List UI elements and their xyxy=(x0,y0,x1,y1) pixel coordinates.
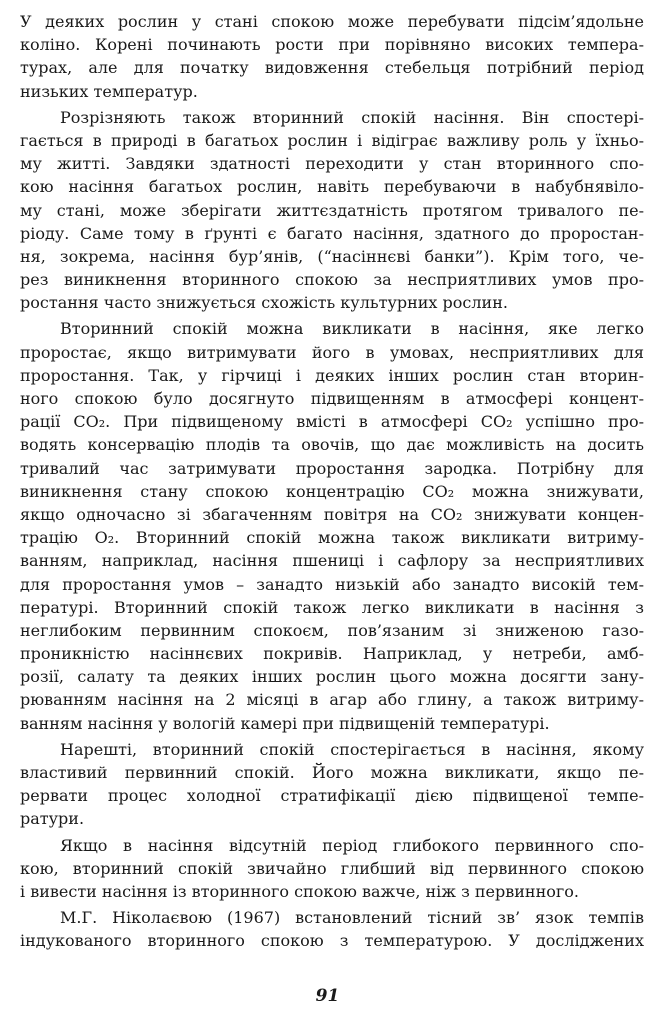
text-line: ростання часто знижується схожість культурних рослин. xyxy=(20,293,508,313)
text-line: му житті. Завдяки здатності переходити у стан вторинного спо- xyxy=(20,154,644,174)
text-line: гається в природі в багатьох рослин і відіграє важливу роль у їхньо- xyxy=(20,130,644,150)
paragraph xyxy=(20,906,644,952)
paragraph xyxy=(20,106,644,315)
text-line: коліно. Корені починають рости при порівняно високих темпера- xyxy=(20,35,644,55)
text-line: ня, зокрема, насіння бур’янів, (“насіннєві банки”). Крім того, че- xyxy=(20,246,644,266)
text-line: кою, вторинний спокій звичайно глибший від первинного спокою xyxy=(20,858,644,878)
text-line: М.Г. Ніколаєвою (1967) встановлений тісний зв’ язок темпів xyxy=(60,908,644,928)
text-line: Якщо в насіння відсутній період глибокого первинного спо- xyxy=(60,835,644,855)
text-line: властивий первинний спокій. Його можна викликати, якщо пе- xyxy=(20,763,644,782)
text-line: якщо одночасно зі збагаченням повітря на CO₂ знижувати концен- xyxy=(20,504,644,524)
text-line: У деяких рослин у стані спокою може перебувати підсім’ядольне xyxy=(20,12,644,31)
text-line: ного спокою було досягнуто підвищенням в атмосфері концент- xyxy=(20,389,644,408)
text-line: пературі. Вторинний спокій також легко викликати в насіння з xyxy=(20,597,644,617)
text-line: ріоду. Саме тому в ґрунті є багато насіння, здатного до проростан- xyxy=(20,223,644,243)
text-line: розії, салату та деяких інших рослин цього можна досягти зану- xyxy=(20,667,644,687)
text-line: водять консервацію плодів та овочів, що дає можливість на досить xyxy=(20,435,644,455)
text-line: ванням насіння у вологій камері при підвищеній температурі. xyxy=(20,713,550,733)
text-line: неглибоким первинним спокоєм, пов’язаним зі зниженою газо- xyxy=(20,620,644,640)
text-line: для проростання умов – занадто низькій або занадто високій тем- xyxy=(20,574,644,594)
text-line: рервати процес холодної стратифікації дією підвищеної темпе- xyxy=(20,786,644,806)
text-line: му стані, може зберігати життєздатність протягом тривалого пе- xyxy=(20,200,644,220)
paragraph xyxy=(20,834,644,904)
text-line: тривалий час затримувати проростання зародка. Потрібну для xyxy=(20,458,644,478)
paragraph xyxy=(20,10,644,103)
text-line: проростає, якщо витримувати його в умовах, несприятливих для xyxy=(20,342,644,362)
paragraph xyxy=(20,317,644,734)
page-body xyxy=(20,10,644,953)
text-line: і вивести насіння із вторинного спокою важче, ніж з первинного. xyxy=(20,881,579,901)
text-line: індукованого вторинного спокою з температурою. У досліджених xyxy=(20,931,644,951)
text-line: виникнення стану спокою концентрацію CO₂ можна знижувати, xyxy=(20,481,644,501)
text-line: рез виникнення вторинного спокою за несприятливих умов про- xyxy=(20,270,644,290)
text-line: ратури. xyxy=(20,809,85,829)
text-line: Вторинний спокій можна викликати в насіння, яке легко xyxy=(60,319,644,339)
page-number: 91 xyxy=(315,986,340,1006)
text-line: трацію O₂. Вторинний спокій можна також викликати витриму- xyxy=(20,528,644,548)
text-line: низьких температур. xyxy=(20,81,198,101)
paragraph xyxy=(20,738,644,831)
text-line: проникністю насіннєвих покривів. Наприклад, у нетреби, амб- xyxy=(20,644,644,664)
text-line: рюванням насіння на 2 місяці в агар або глину, а також витриму- xyxy=(20,690,644,710)
text-line: рації CO₂. При підвищеному вмісті в атмосфері CO₂ успішно про- xyxy=(20,412,644,432)
text-line: Розрізняють також вторинний спокій насіння. Він спостері- xyxy=(60,107,644,127)
text-line: проростання. Так, у гірчиці і деяких інших рослин стан вторин- xyxy=(20,365,644,385)
text-line: ванням, наприклад, насіння пшениці і сафлору за несприятливих xyxy=(20,551,644,571)
text-line: турах, але для початку видовження стебельця потрібний період xyxy=(20,58,644,78)
text-line: кою насіння багатьох рослин, навіть перебуваючи в набубнявіло- xyxy=(20,177,644,197)
text-line: Нарешті, вторинний спокій спостерігається в насіння, якому xyxy=(60,739,644,759)
